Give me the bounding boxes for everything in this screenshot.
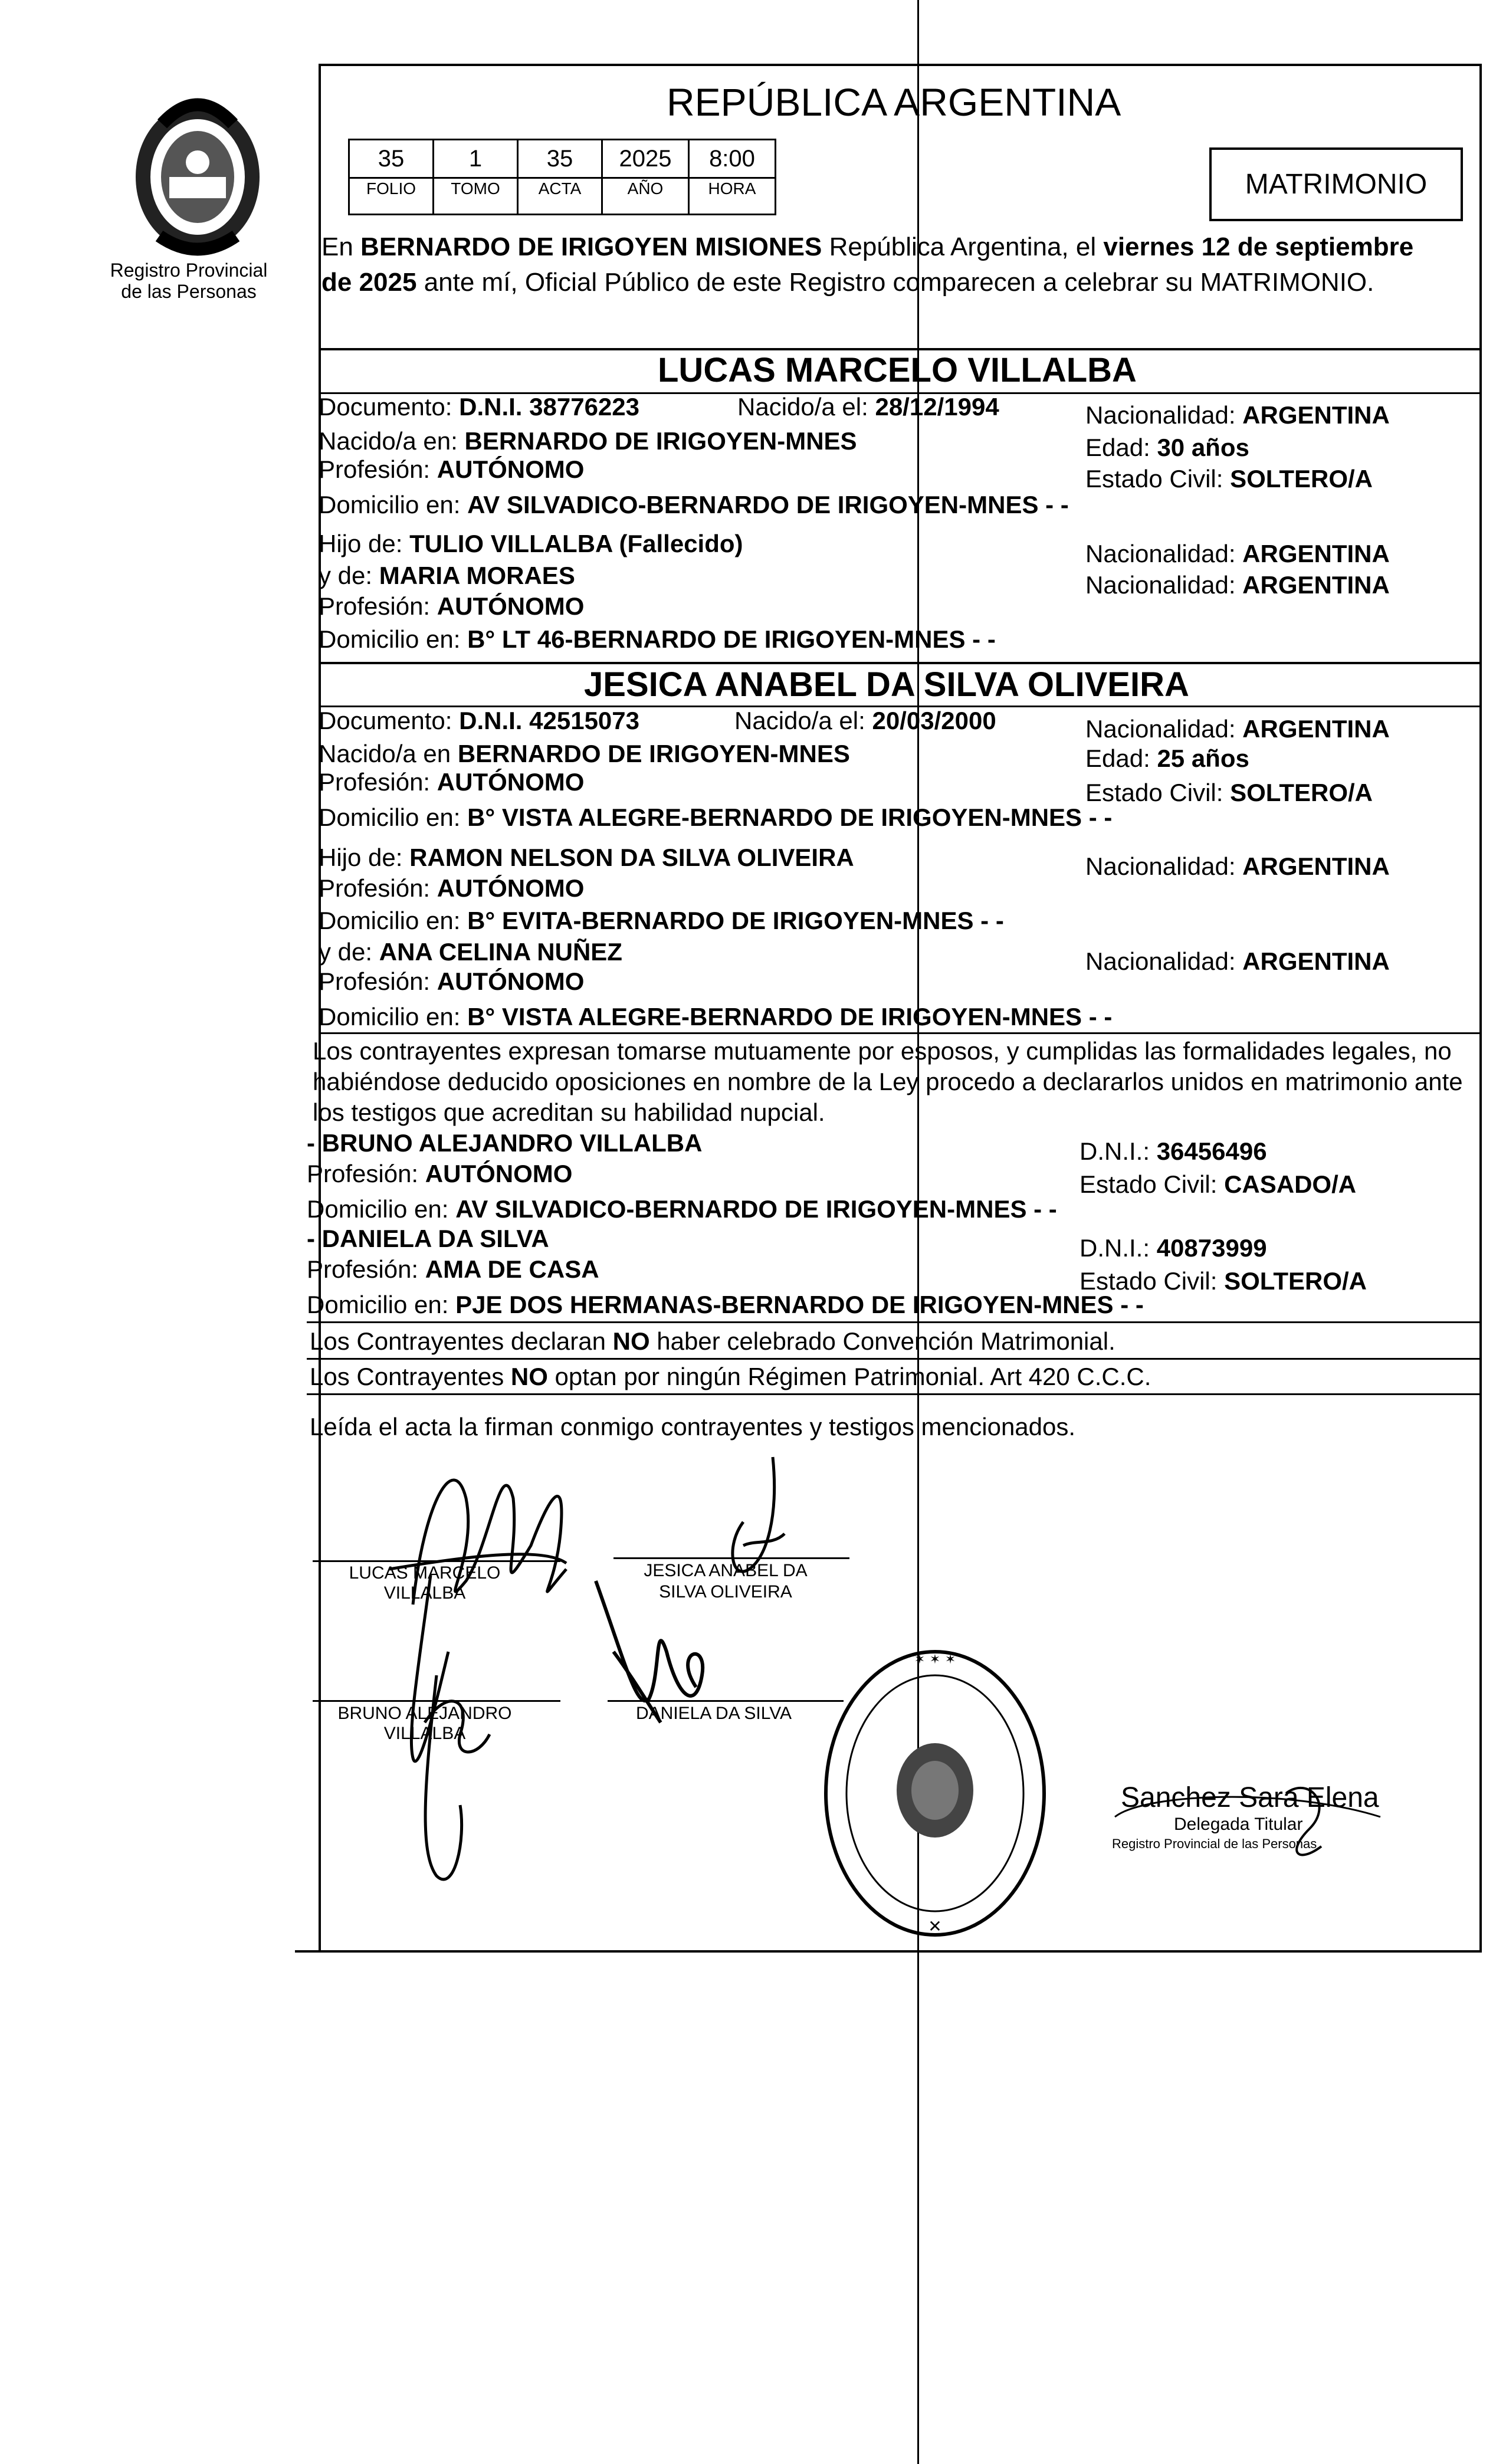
- signature-line-2: [613, 1557, 849, 1559]
- spouse2-mother-value: ANA CELINA NUÑEZ: [379, 938, 622, 966]
- spouse2-nationality-label: Nacionalidad:: [1085, 715, 1243, 743]
- spouse1-father-nat-label: Nacionalidad:: [1085, 540, 1243, 567]
- spouse1-born: [737, 393, 999, 421]
- seal-icon: [820, 1646, 1050, 1941]
- record-hora-value: 8:00: [709, 146, 755, 172]
- intro-p3: ante mí, Oficial Público de este Registro comparecen a celebrar su MATRIMONIO.: [416, 268, 1374, 297]
- official-role: Delegada Titular: [1174, 1815, 1303, 1834]
- country-title: REPÚBLICA ARGENTINA: [667, 80, 1121, 124]
- record-table: [348, 139, 779, 215]
- intro-date2: de 2025: [321, 268, 417, 297]
- spouse1-mother-value: MARIA MORAES: [379, 562, 575, 589]
- spouse2-born-value: 20/03/2000: [872, 707, 996, 734]
- intro-p1: En: [321, 232, 361, 261]
- divider-intro: [319, 348, 1481, 350]
- registry-logo: [121, 88, 274, 260]
- spouse2-name: JESICA ANABEL DA SILVA OLIVEIRA: [584, 665, 1189, 704]
- handwritten-signatures: [319, 1428, 849, 1958]
- spouse1-nationality-value: ARGENTINA: [1242, 401, 1390, 429]
- registry-seal: [820, 1646, 1050, 1941]
- convention-line2: [310, 1363, 1151, 1391]
- spouse1-address: [319, 491, 1069, 519]
- witness2-civil-label: Estado Civil:: [1080, 1267, 1225, 1295]
- witness2-profession-value: AMA DE CASA: [425, 1255, 599, 1283]
- svg-text:✶ ✶ ✶: ✶ ✶ ✶: [914, 1652, 956, 1667]
- spouse2-father-profession: [319, 874, 584, 903]
- divider-spouse2-end: [319, 1032, 1481, 1034]
- record-acta-label: ACTA: [519, 177, 601, 199]
- signature-line-4: [608, 1700, 844, 1702]
- spouse2-doc-label: Documento:: [319, 707, 460, 734]
- witness2-dni: [1080, 1234, 1267, 1262]
- closing-text: Leída el acta la firman conmigo contrayentes y testigos mencionados.: [310, 1413, 1076, 1441]
- spouse1-doc: [319, 393, 639, 421]
- frame-right: [1479, 64, 1482, 1951]
- spouse2-civil-label: Estado Civil:: [1085, 779, 1231, 806]
- witness2-profession-label: Profesión:: [307, 1255, 425, 1283]
- witness1-address-value: AV SILVADICO-BERNARDO DE IRIGOYEN-MNES - -: [455, 1195, 1057, 1223]
- spouse2-nationality: [1085, 715, 1390, 743]
- spouse2-birthplace-value: BERNARDO DE IRIGOYEN-MNES: [457, 740, 850, 767]
- signature-line-3: [313, 1700, 560, 1702]
- spouse1-father-nat-value: ARGENTINA: [1242, 540, 1390, 567]
- spouse2-mother-address: [319, 1003, 1112, 1031]
- spouse1-mother-nat-value: ARGENTINA: [1242, 571, 1390, 599]
- witness1-dni: [1080, 1137, 1267, 1166]
- witness2-address-label: Domicilio en:: [307, 1291, 456, 1318]
- spouse1-civil: [1085, 465, 1373, 493]
- record-ano-value: 2025: [619, 146, 672, 172]
- record-tomo-label: TOMO: [434, 177, 517, 199]
- spouse1-mother-nat-label: Nacionalidad:: [1085, 571, 1243, 599]
- spouse2-father-profession-label: Profesión:: [319, 874, 437, 902]
- intro-date1: viernes 12 de septiembre: [1103, 232, 1414, 261]
- spouse2-father-address-label: Domicilio en:: [319, 907, 468, 934]
- witness2-profession: [307, 1255, 599, 1284]
- spouse2-address-value: B° VISTA ALEGRE-BERNARDO DE IRIGOYEN-MNES - -: [467, 803, 1113, 831]
- spouse1-father-label: Hijo de:: [319, 530, 410, 557]
- spouse2-mother-address-value: B° VISTA ALEGRE-BERNARDO DE IRIGOYEN-MNES - -: [467, 1003, 1113, 1031]
- signature-1-line2: VILLALBA: [383, 1583, 466, 1603]
- spouse1-father: [319, 530, 743, 558]
- record-acta-value: 35: [546, 146, 573, 172]
- spouse1-profession-value: AUTÓNOMO: [437, 455, 585, 483]
- spouse1-mother-label: y de:: [319, 562, 379, 589]
- spouse2-father-nat: [1085, 852, 1390, 881]
- spouse1-profession-label: Profesión:: [319, 455, 437, 483]
- record-hora: [688, 139, 776, 215]
- spouse1-parents-address-value: B° LT 46-BERNARDO DE IRIGOYEN-MNES - -: [467, 625, 996, 653]
- svg-text:✕: ✕: [928, 1917, 942, 1936]
- witness1-address: [307, 1195, 1057, 1223]
- spouse2-age-value: 25 años: [1157, 744, 1249, 772]
- divider-witnesses-end: [307, 1321, 1481, 1323]
- record-folio: [348, 139, 434, 215]
- spouse2-born: [734, 707, 996, 735]
- spouse1-father-nat: [1085, 540, 1390, 568]
- spouse2-mother-address-label: Domicilio en:: [319, 1003, 468, 1031]
- signature-2-line2: SILVA OLIVEIRA: [659, 1582, 792, 1602]
- witness2-dni-value: 40873999: [1156, 1234, 1267, 1262]
- spouse2-father-nat-label: Nacionalidad:: [1085, 852, 1243, 880]
- divider-spouse1-end: [319, 662, 1481, 664]
- witness1-profession-value: AUTÓNOMO: [425, 1160, 573, 1187]
- spouse2-mother-nat-value: ARGENTINA: [1242, 947, 1390, 975]
- declaration-line3: los testigos que acreditan su habilidad nupcial.: [313, 1098, 825, 1126]
- witness1-dni-value: 36456496: [1156, 1137, 1267, 1165]
- spouse2-father-label: Hijo de:: [319, 844, 410, 871]
- spouse2-profession-value: AUTÓNOMO: [437, 768, 585, 796]
- spouse2-mother-label: y de:: [319, 938, 379, 966]
- spouse2-mother-profession: [319, 967, 584, 996]
- witness2-address-value: PJE DOS HERMANAS-BERNARDO DE IRIGOYEN-MNES - -: [455, 1291, 1144, 1318]
- witness1-profession-label: Profesión:: [307, 1160, 425, 1187]
- witness1-civil-value: CASADO/A: [1224, 1170, 1357, 1198]
- signature-3-line1: BRUNO ALEJANDRO: [337, 1704, 512, 1723]
- signature-1-line1: LUCAS MARCELO: [349, 1563, 501, 1583]
- act-type: MATRIMONIO: [1245, 169, 1428, 200]
- record-folio-value: 35: [378, 146, 405, 172]
- coat-of-arms-icon: [121, 88, 274, 260]
- spouse1-address-label: Domicilio en:: [319, 491, 468, 519]
- intro-p2: República Argentina, el: [822, 232, 1104, 261]
- spouse2-civil: [1085, 779, 1373, 807]
- spouse1-father-value: TULIO VILLALBA (Fallecido): [409, 530, 743, 557]
- convention-l2b: NO: [510, 1363, 548, 1390]
- spouse2-born-label: Nacido/a el:: [734, 707, 872, 734]
- registry-name-line2: de las Personas: [121, 281, 257, 302]
- convention-l1c: haber celebrado Convención Matrimonial.: [649, 1327, 1115, 1355]
- record-acta: [517, 139, 603, 215]
- witness2-address: [307, 1291, 1144, 1319]
- frame-top: [319, 64, 1481, 66]
- record-tomo-value: 1: [468, 146, 483, 172]
- record-ano-label: AÑO: [603, 177, 688, 199]
- spouse1-parents-profession: [319, 592, 584, 621]
- spouse1-nationality: [1085, 401, 1390, 429]
- spouse1-civil-value: SOLTERO/A: [1230, 465, 1373, 493]
- spouse1-nationality-label: Nacionalidad:: [1085, 401, 1243, 429]
- divider-closing: [307, 1393, 1481, 1395]
- convention-l2a: Los Contrayentes: [310, 1363, 511, 1390]
- spouse2-father-address-value: B° EVITA-BERNARDO DE IRIGOYEN-MNES - -: [467, 907, 1004, 934]
- spouse1-birthplace-value: BERNARDO DE IRIGOYEN-MNES: [464, 427, 857, 455]
- spouse1-age: [1085, 434, 1249, 462]
- witness2-civil-value: SOLTERO/A: [1224, 1267, 1367, 1295]
- spouse2-address: [319, 803, 1112, 832]
- spouse1-age-value: 30 años: [1157, 434, 1249, 461]
- official-name: Sanchez Sara Elena: [1121, 1782, 1379, 1813]
- spouse1-name: LUCAS MARCELO VILLALBA: [658, 351, 1137, 389]
- spouse2-nationality-value: ARGENTINA: [1242, 715, 1390, 743]
- spouse1-parents-profession-value: AUTÓNOMO: [437, 592, 585, 620]
- spouse2-father-profession-value: AUTÓNOMO: [437, 874, 585, 902]
- declaration-line2: habiéndose deducido oposiciones en nombre de la Ley procedo a declararlos unidos en matrimonio ante: [313, 1068, 1463, 1095]
- spouse2-mother-profession-value: AUTÓNOMO: [437, 967, 585, 995]
- spouse1-birthplace: [319, 427, 857, 455]
- convention-l2c: optan por ningún Régimen Patrimonial. Art 420 C.C.C.: [547, 1363, 1151, 1390]
- convention-l1b: NO: [612, 1327, 650, 1355]
- witness1-address-label: Domicilio en:: [307, 1195, 456, 1223]
- spouse1-doc-value: D.N.I. 38776223: [459, 393, 639, 421]
- spouse1-age-label: Edad:: [1085, 434, 1157, 461]
- intro-line1: [321, 233, 1413, 261]
- witness1-profession: [307, 1160, 572, 1188]
- spouse2-birthplace: [319, 740, 850, 768]
- spouse2-doc: [319, 707, 639, 735]
- spouse2-civil-value: SOLTERO/A: [1230, 779, 1373, 806]
- signature-2-line1: JESICA ANABEL DA: [644, 1561, 808, 1580]
- spouse2-birthplace-label: Nacido/a en: [319, 740, 458, 767]
- spouse1-born-value: 28/12/1994: [875, 393, 999, 421]
- witness1-civil-label: Estado Civil:: [1080, 1170, 1225, 1198]
- spouse1-parents-address: [319, 625, 996, 654]
- act-type-box: [1209, 147, 1463, 221]
- spouse1-doc-label: Documento:: [319, 393, 460, 421]
- signature-4: DANIELA DA SILVA: [635, 1704, 792, 1723]
- spouse1-address-value: AV SILVADICO-BERNARDO DE IRIGOYEN-MNES - -: [467, 491, 1069, 519]
- witness2-dni-label: D.N.I.:: [1080, 1234, 1157, 1262]
- signature-line-1: [313, 1560, 560, 1562]
- spouse2-age-label: Edad:: [1085, 744, 1157, 772]
- witness2-name: - DANIELA DA SILVA: [307, 1225, 549, 1252]
- convention-l1a: Los Contrayentes declaran: [310, 1327, 613, 1355]
- spouse1-parents-profession-label: Profesión:: [319, 592, 437, 620]
- spouse1-mother: [319, 562, 575, 590]
- spouse1-profession: [319, 455, 584, 484]
- spouse1-parents-address-label: Domicilio en:: [319, 625, 468, 653]
- spouse2-profession-label: Profesión:: [319, 768, 437, 796]
- spouse1-born-label: Nacido/a el:: [737, 393, 875, 421]
- spouse2-father-address: [319, 907, 1004, 935]
- spouse1-birthplace-label: Nacido/a en:: [319, 427, 465, 455]
- declaration-line1: Los contrayentes expresan tomarse mutuamente por esposos, y cumplidas las formalidades legales, no: [313, 1037, 1452, 1065]
- witness1-civil: [1080, 1170, 1356, 1199]
- spouse2-father-nat-value: ARGENTINA: [1242, 852, 1390, 880]
- registry-name-line1: Registro Provincial: [110, 260, 268, 281]
- intro-place: BERNARDO DE IRIGOYEN MISIONES: [360, 232, 822, 261]
- witness1-name: - BRUNO ALEJANDRO VILLALBA: [307, 1129, 703, 1157]
- spouse2-mother: [319, 938, 622, 966]
- intro-line2: [321, 268, 1374, 297]
- spouse2-mother-nat: [1085, 947, 1390, 976]
- spouse2-father: [319, 844, 854, 872]
- divider-conventions: [307, 1358, 1481, 1360]
- spouse1-mother-nat: [1085, 571, 1390, 599]
- record-tomo: [432, 139, 519, 215]
- spouse2-age: [1085, 744, 1249, 773]
- spouse2-profession: [319, 768, 584, 796]
- official-stamp: [1109, 1781, 1392, 1870]
- record-ano: [601, 139, 690, 215]
- spouse2-address-label: Domicilio en:: [319, 803, 468, 831]
- spouse2-father-value: RAMON NELSON DA SILVA OLIVEIRA: [409, 844, 854, 871]
- spouse2-mother-nat-label: Nacionalidad:: [1085, 947, 1243, 975]
- record-hora-label: HORA: [690, 177, 775, 199]
- spouse2-mother-profession-label: Profesión:: [319, 967, 437, 995]
- spouse2-doc-value: D.N.I. 42515073: [459, 707, 639, 734]
- witness1-dni-label: D.N.I.:: [1080, 1137, 1157, 1165]
- convention-line1: [310, 1327, 1115, 1356]
- official-office: Registro Provincial de las Personas: [1112, 1836, 1317, 1851]
- signature-3-line2: VILLALBA: [383, 1724, 466, 1743]
- spouse1-civil-label: Estado Civil:: [1085, 465, 1231, 493]
- record-folio-label: FOLIO: [350, 177, 432, 199]
- official-signature-icon: [1109, 1781, 1392, 1870]
